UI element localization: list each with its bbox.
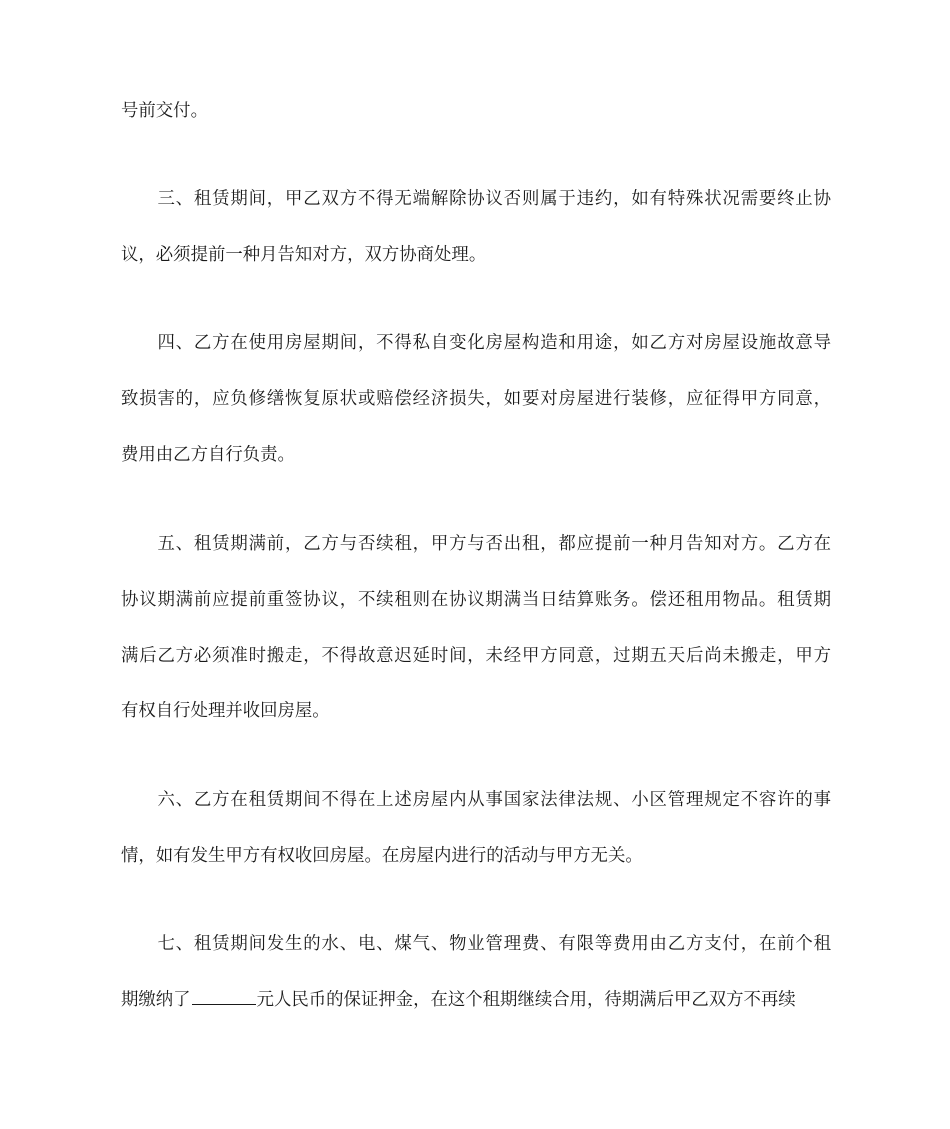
- text-line: 有权自行处理并收回房屋。: [121, 701, 330, 721]
- text-line: 费用由乙方自行负责。: [121, 445, 295, 465]
- fill-in-blank: [192, 986, 256, 1005]
- text-line: 六、乙方在租赁期间不得在上述房屋内从事国家法律法规、小区管理规定不容许的事: [121, 790, 831, 810]
- text-line: 号前交付。: [121, 101, 208, 121]
- text-line-with-blank: [121, 986, 831, 1014]
- text-line: 满后乙方必须准时搬走，不得故意迟延时间，未经甲方同意，过期五天后尚未搬走，甲方: [121, 646, 831, 666]
- text-line: 五、租赁期满前，乙方与否续租，甲方与否出租，都应提前一种月告知对方。乙方在: [121, 534, 831, 554]
- text-line: 议，必须提前一种月告知对方，双方协商处理。: [121, 245, 487, 265]
- text-line: 情，如有发生甲方有权收回房屋。在房屋内进行的活动与甲方无关。: [121, 846, 643, 866]
- text-line: 四、乙方在使用房屋期间，不得私自变化房屋构造和用途，如乙方对房屋设施故意导: [121, 333, 831, 353]
- text-line: 协议期满前应提前重签协议，不续租则在协议期满当日结算账务。偿还租用物品。租赁期: [121, 590, 831, 610]
- text-line: 七、租赁期间发生的水、电、煤气、物业管理费、有限等费用由乙方支付，在前个租: [121, 934, 831, 954]
- text-line: 三、租赁期间，甲乙双方不得无端解除协议否则属于违约，如有特殊状况需要终止协: [121, 189, 831, 209]
- text-line: 致损害的，应负修缮恢复原状或赔偿经济损失，如要对房屋进行装修，应征得甲方同意，: [121, 389, 831, 409]
- text-segment: 元人民币的保证押金，在这个租期继续合用，待期满后甲乙双方不再续: [256, 990, 796, 1010]
- text-segment: 期缴纳了: [121, 990, 191, 1010]
